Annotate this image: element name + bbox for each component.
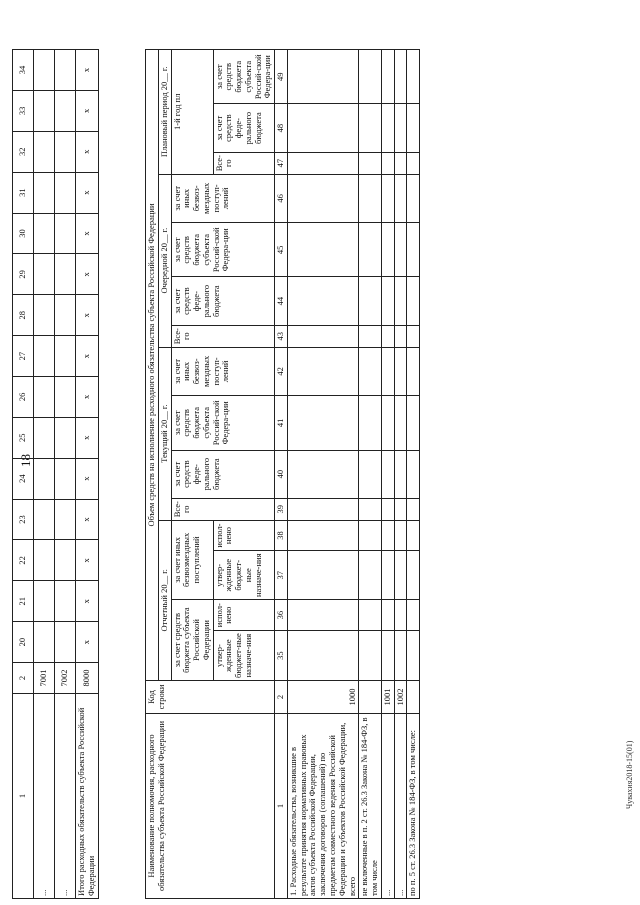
cell — [34, 499, 55, 540]
cell: х — [76, 131, 99, 172]
cell — [55, 458, 76, 499]
row-code: 1001 — [381, 681, 394, 714]
cell — [55, 622, 76, 663]
cell — [55, 90, 76, 131]
row-name: ... — [34, 694, 55, 899]
row-name: 1. Расходные обязательства, возникшие в результате принятия нормативных правовых актов субъекта Российской Федерации, заключения договоров (соглашений) по предметам совместного ведения Российской Федерации и субъектов Российской Федерации, всего — [287, 714, 358, 899]
cell: х — [76, 376, 99, 417]
col-num-cell: 34 — [13, 50, 34, 91]
col-num-cell: 45 — [275, 223, 288, 277]
col-num-cell: 26 — [13, 376, 34, 417]
report-subj-header: за счет средств бюджета субъекта Российской Федерации — [171, 600, 213, 681]
header-row-1 — [146, 50, 159, 899]
col-name-header: Наименование полномочия, расходного обязательства субъекта Российской Федерации — [146, 714, 275, 899]
table-row — [394, 50, 407, 899]
cell — [34, 172, 55, 213]
cell: х — [76, 213, 99, 254]
row-code: 1002 — [394, 681, 407, 714]
current-total-header: Все-го — [171, 498, 275, 520]
row-name: ... — [381, 714, 394, 899]
cell — [34, 622, 55, 663]
col-num-cell: 49 — [275, 50, 288, 104]
cell: х — [76, 622, 99, 663]
plan-fed-header: за счет средств феде-рального бюджета — [213, 104, 275, 152]
table-row — [287, 50, 358, 899]
col-num-cell: 36 — [275, 600, 288, 631]
current-subj-header: за счет средств бюджета субъекта Россий-ской Федера-ции — [171, 396, 275, 450]
report-subj-approved: утвер-жденные бюджет-ные назначе-ния — [213, 631, 275, 681]
table-row — [381, 50, 394, 899]
cell — [34, 213, 55, 254]
cell — [34, 90, 55, 131]
col-code-header: Код строки — [146, 681, 275, 714]
col-num-cell: 25 — [13, 417, 34, 458]
cell: х — [76, 90, 99, 131]
cell — [34, 581, 55, 622]
cell: х — [76, 336, 99, 377]
col-num-cell: 30 — [13, 213, 34, 254]
continuation-table — [12, 49, 99, 899]
col-num-cell: 32 — [13, 131, 34, 172]
col-num-cell: 42 — [275, 347, 288, 396]
col-num-cell: 41 — [275, 396, 288, 450]
col-num-cell: 23 — [13, 499, 34, 540]
col-num-cell: 47 — [275, 152, 288, 174]
col-num-cell: 43 — [275, 325, 288, 347]
col-num-cell: 35 — [275, 631, 288, 681]
cell — [34, 336, 55, 377]
cell — [34, 540, 55, 581]
col-num-cell: 38 — [275, 520, 288, 551]
report-other-approved: утвер-жденные бюджет-ные назначе-ния — [213, 551, 275, 600]
row-code: 7002 — [55, 663, 76, 694]
row-code — [407, 681, 420, 714]
footer-code: Чувахия2018-15(01) — [625, 740, 634, 809]
cell — [55, 336, 76, 377]
current-year-header: Текущий 20__ г. — [158, 347, 171, 520]
volume-header: Объем средств на исполнение расходного обязательства субъекта Российской Федерации — [146, 50, 159, 681]
cell — [34, 254, 55, 295]
col-num-cell: 31 — [13, 172, 34, 213]
col-num-cell: 39 — [275, 498, 288, 520]
cell: х — [76, 499, 99, 540]
col-num-cell: 2 — [275, 681, 288, 714]
column-number-row — [13, 50, 34, 899]
obligations-table — [145, 49, 420, 899]
next-subj-header: за счет средств бюджета субъекта Россий-ской Федера-ции — [171, 223, 275, 277]
col-num-cell: 2 — [13, 663, 34, 694]
row-code — [359, 681, 382, 714]
table-row-total — [76, 50, 99, 899]
cell: х — [76, 417, 99, 458]
table-row — [407, 50, 420, 899]
col-num-cell: 1 — [275, 714, 288, 899]
col-num-cell: 20 — [13, 622, 34, 663]
col-num-cell: 1 — [13, 694, 34, 899]
report-other-header: за счет иных безвозмездных поступлений — [171, 520, 213, 600]
col-num-cell: 44 — [275, 277, 288, 325]
col-num-cell: 33 — [13, 90, 34, 131]
col-num-cell: 46 — [275, 174, 288, 223]
row-code: 7001 — [34, 663, 55, 694]
cell — [34, 295, 55, 336]
col-num-cell: 37 — [275, 551, 288, 600]
col-num-cell: 40 — [275, 450, 288, 498]
plan-subj-header: за счет средств бюджета субъекта Россий-ской Федера-ции — [213, 50, 275, 104]
row-code: 8000 — [76, 663, 99, 694]
row-name: ... — [55, 694, 76, 899]
plan-total-header: Все-го — [213, 152, 275, 174]
cell — [55, 50, 76, 91]
cell: х — [76, 50, 99, 91]
row-name: не включенные в п. 2 ст. 26.3 Закона № 184-ФЗ, в том числе — [359, 714, 382, 899]
page-number: 18 — [18, 454, 33, 467]
col-num-cell: 48 — [275, 104, 288, 152]
current-other-header: за счет иных безвоз-мездных поступ-лений — [171, 347, 275, 396]
table-row — [34, 50, 55, 899]
cell — [34, 417, 55, 458]
cell — [55, 540, 76, 581]
next-year-header: Очередной 20__ г. — [158, 174, 171, 347]
col-num-cell: 22 — [13, 540, 34, 581]
cell — [34, 131, 55, 172]
row-name: по п. 5 ст. 26.3 Закона № 184-ФЗ, в том числе: — [407, 714, 420, 899]
col-num-cell: 27 — [13, 336, 34, 377]
cell — [55, 417, 76, 458]
column-number-row — [275, 50, 288, 899]
cell: х — [76, 540, 99, 581]
cell — [34, 376, 55, 417]
col-num-cell: 24 — [13, 458, 34, 499]
col-num-cell: 28 — [13, 295, 34, 336]
cell: х — [76, 581, 99, 622]
report-other-executed: испол-нено — [213, 520, 275, 551]
cell — [55, 172, 76, 213]
col-num-cell: 21 — [13, 581, 34, 622]
cell — [34, 458, 55, 499]
cell: х — [76, 295, 99, 336]
plan-period-header: Плановый период 20__ г. — [158, 50, 171, 175]
cell — [55, 295, 76, 336]
row-name: Итого расходных обязательств субъекта Российской Федерации — [76, 694, 99, 899]
table-row — [359, 50, 382, 899]
next-total-header: Все-го — [171, 325, 275, 347]
cell — [55, 131, 76, 172]
plan-first-header: 1-й год пл — [171, 50, 213, 175]
report-subj-executed: испол-нено — [213, 600, 275, 631]
report-year-header: Отчетный 20__ г. — [158, 520, 171, 680]
cell: х — [76, 254, 99, 295]
col-num-cell: 29 — [13, 254, 34, 295]
cell — [34, 50, 55, 91]
cell: х — [76, 458, 99, 499]
row-name: ... — [394, 714, 407, 899]
row-code: 1000 — [287, 681, 358, 714]
table-row — [55, 50, 76, 899]
cell — [55, 499, 76, 540]
cell — [55, 581, 76, 622]
next-other-header: за счет иных безвоз-мездных поступ-лений — [171, 174, 275, 223]
next-fed-header: за счет средств феде-рального бюджета — [171, 277, 275, 325]
current-fed-header: за счет средств феде-рального бюджета — [171, 450, 275, 498]
cell — [55, 376, 76, 417]
cell — [55, 254, 76, 295]
cell — [55, 213, 76, 254]
cell: х — [76, 172, 99, 213]
